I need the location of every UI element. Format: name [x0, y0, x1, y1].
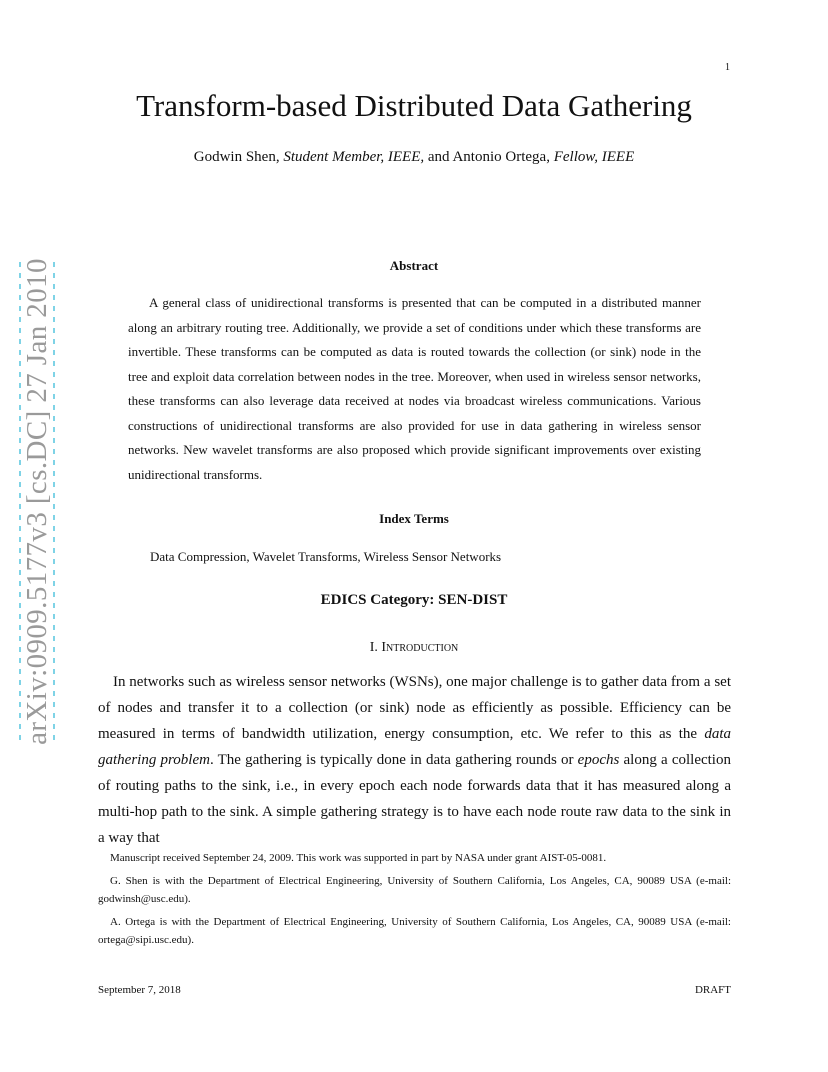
introduction-paragraph: [98, 669, 731, 851]
arxiv-stamp-text: arXiv:0909.5177v3 [cs.DC] 27 Jan 2010: [20, 257, 53, 745]
abstract-heading: Abstract: [389, 258, 439, 273]
footnotes: [98, 849, 731, 954]
footnote-manuscript: Manuscript received September 24, 2009. This work was supported in part by NASA under grant AIST-05-0081.: [110, 852, 607, 864]
abstract-text: A general class of unidirectional transforms is presented that can be computed in a distributed manner along an arbitrary routing tree. Additionally, we provide a set of conditions under which these transforms are invertible. These transforms can be computed as data is routed towards the collection (or sink) node in the tree and exploit data correlation between nodes in the tree. Moreover, when used in wireless sensor networks, these transforms can also leverage data received at nodes via broadcast wireless communications. Various constructions of unidirectional transforms are also provided for use in data gathering in wireless sensor networks. New wavelet transforms are also proposed which provide significant improvements over existing unidirectional transforms.: [128, 295, 701, 482]
intro-emphasis-1: data gathering problem: [98, 726, 731, 768]
paper-title: Transform-based Distributed Data Gathering: [136, 88, 692, 123]
index-terms-heading: Index Terms: [379, 511, 449, 526]
page-number: 1: [725, 62, 730, 73]
footnote-author-1: G. Shen is with the Department of Electrical Engineering, University of Southern California, Los Angeles, CA, 90089 USA (e-mail: godwinsh@usc.edu).: [98, 874, 731, 905]
author-1-name: Godwin Shen,: [193, 149, 284, 165]
footnote-author-2: A. Ortega is with the Department of Electrical Engineering, University of Southern California, Los Angeles, CA, 90089 USA (e-mail: ortega@sipi.usc.edu).: [98, 915, 731, 946]
author-2-role: Fellow, IEEE: [553, 149, 635, 165]
intro-text-1: In networks such as wireless sensor networks (WSNs), one major challenge is to gather data from a set of nodes and transfer it to a collection (or sink) node as efficiently as possible. Efficiency can be measured in terms of bandwidth utilization, energy consumption, etc. We refer to this as the: [98, 674, 731, 742]
intro-text-2: . The gathering is typically done in data gathering rounds or: [209, 752, 578, 768]
author-conjunction: and Antonio Ortega,: [424, 149, 554, 165]
edics-category: EDICS Category: SEN-DIST: [320, 592, 508, 608]
intro-emphasis-2: epochs: [577, 752, 620, 768]
footer-status: DRAFT: [694, 984, 731, 996]
arxiv-stamp: [14, 257, 60, 745]
intro-text-3: along a collection of routing paths to the sink, i.e., in every epoch each node forwards data that it has measured along a multi-hop path to the sink. A simple gathering strategy is to have each node route raw data to the sink in a way that: [98, 752, 731, 846]
author-line: [0, 149, 828, 166]
introduction-heading: I. Introduction: [369, 640, 459, 655]
index-terms-text: Data Compression, Wavelet Transforms, Wireless Sensor Networks: [150, 549, 502, 564]
footer-date: September 7, 2018: [98, 984, 181, 996]
author-1-role: Student Member, IEEE,: [283, 149, 425, 165]
